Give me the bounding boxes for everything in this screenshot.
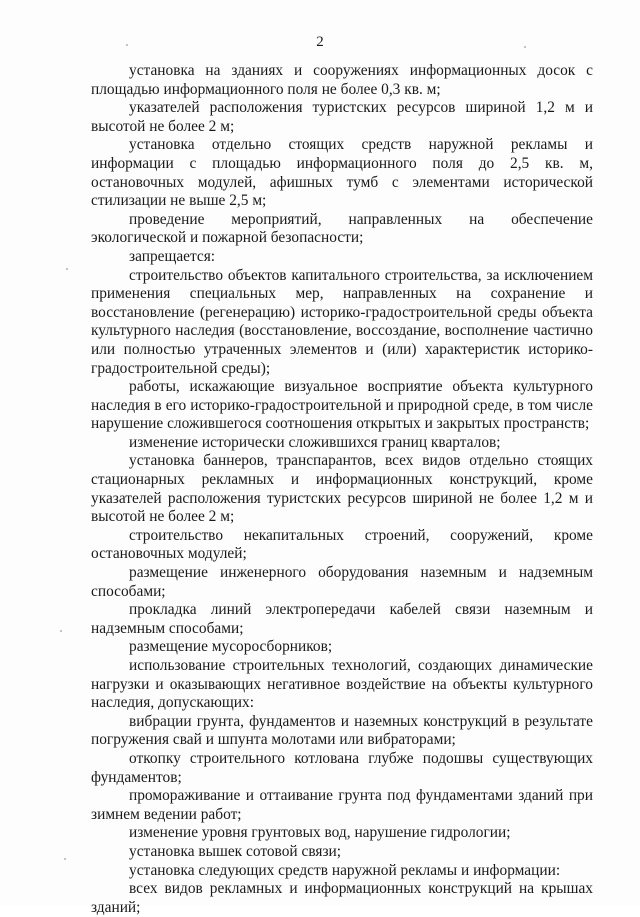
paragraph: промораживание и оттаивание грунта под фундаментами зданий при зимнем ведении работ; [91, 787, 593, 823]
paragraph: прокладка линий электропередачи кабелей связи наземным и надземным способами; [91, 601, 593, 637]
scan-speck [60, 630, 62, 632]
paragraph: установка вышек сотовой связи; [129, 842, 342, 860]
paragraph: установка следующих средств наружной рекламы и информации: [129, 861, 561, 879]
paragraph: строительство объектов капитального строительства, за исключением применения специальных мер, направленных на сохранение и восстановление (регенерацию) историко-градостроительной среды объекта культурного наследия (восстановление, воссоздание, восполнение частично или полностью утраченных элементов и (или) характеристик историко-градостроительной среды); [91, 266, 593, 377]
paragraph: изменение уровня грунтовых вод, нарушение гидрологии; [129, 824, 511, 842]
scan-speck [64, 858, 66, 860]
paragraph: указателей расположения туристских ресурсов шириной 1,2 м и высотой не более 2 м; [91, 99, 593, 135]
paragraph: всех видов рекламных и информационных конструкций на крышах зданий; [91, 880, 593, 916]
scan-speck [524, 46, 526, 48]
paragraph: изменение исторически сложившихся границ кварталов; [129, 433, 501, 451]
scan-speck [66, 268, 68, 270]
paragraph: установка баннеров, транспарантов, всех видов отдельно стоящих стационарных рекламных и информационных конструкций, кроме указателей расположения туристских ресурсов шириной не более 1,2 м и высотой не более 2 м; [91, 452, 593, 526]
paragraph: работы, искажающие визуальное восприятие объекта культурного наследия в его историко-градостроительной и природной среде, в том числе нарушение сложившегося соотношения открытых и закрытых пространств; [91, 378, 593, 433]
paragraph: запрещается: [129, 247, 216, 265]
page-number: 2 [316, 34, 324, 50]
paragraph: строительство некапитальных строений, сооружений, кроме остановочных модулей; [91, 526, 593, 563]
document-body [91, 62, 593, 917]
paragraph: проведение мероприятий, направленных на обеспечение экологической и пожарной безопасности; [91, 210, 593, 247]
paragraph: использование строительных технологий, создающих динамические нагрузки и оказывающих негативное воздействие на объекты культурного наследия, допускающих: [91, 657, 593, 712]
paragraph: вибрации грунта, фундаментов и наземных конструкций в результате погружения свай и шпунта молотами или вибраторами; [91, 712, 593, 749]
paragraph: размещение мусоросборников; [129, 638, 333, 656]
paragraph: установка отдельно стоящих средств наружной рекламы и информации с площадью информационного поля до 2,5 кв. м, остановочных модулей, афишных тумб с элементами исторической стилизации не выше 2,5 м; [91, 136, 593, 210]
paragraph: установка на зданиях и сооружениях информационных досок с площадью информационного поля не более 0,3 кв. м; [91, 62, 593, 98]
paragraph: откопку строительного котлована глубже подошвы существующих фундаментов; [91, 749, 593, 786]
paragraph: размещение инженерного оборудования наземным и надземным способами; [91, 564, 593, 600]
scan-speck [126, 44, 128, 46]
